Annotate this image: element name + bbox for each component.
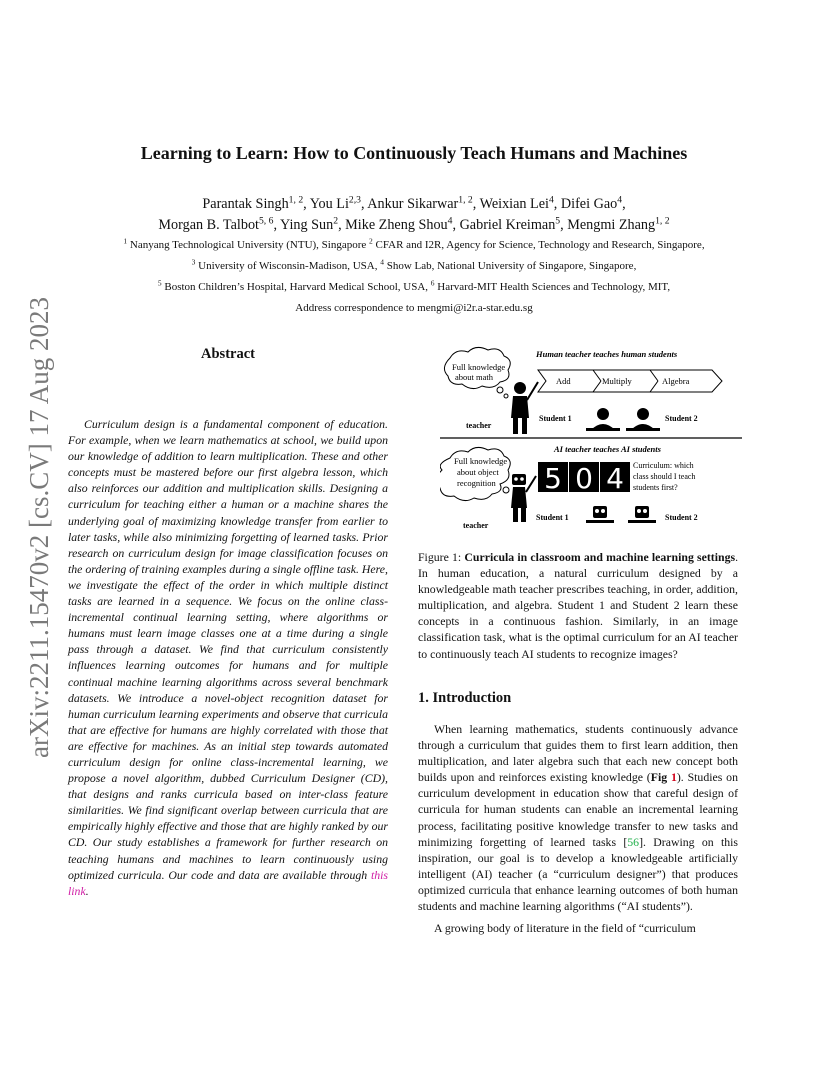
fig-student2-top: Student 2 <box>665 414 698 423</box>
arxiv-id: arXiv:2211.15470v2 [cs.CV] 17 Aug 2023 <box>24 297 54 758</box>
correspondence: Address correspondence to mengmi@i2r.a-star.edu.sg <box>295 302 533 314</box>
author-affiliation: 5 <box>555 215 561 227</box>
thought-bubble-top <box>444 347 510 398</box>
human-teacher-icon <box>511 382 538 434</box>
introduction-body <box>418 721 738 936</box>
author-name: You Li <box>309 196 349 212</box>
code-data-link[interactable]: this link <box>68 867 388 898</box>
author-affiliation: 1, 2 <box>458 194 473 206</box>
author-affiliation: 2,3 <box>348 194 361 206</box>
author-name: Mengmi Zhang <box>567 217 656 233</box>
svg-text:recognition: recognition <box>457 478 496 488</box>
svg-text:class should I teach: class should I teach <box>633 472 696 481</box>
intro-paragraph-2: A growing body of literature in the field of “curriculum <box>434 921 696 936</box>
fig-teacher-label-top: teacher <box>466 421 492 430</box>
digit-2: 0 <box>575 462 593 495</box>
svg-text:about math: about math <box>455 372 494 382</box>
step-algebra: Algebra <box>662 376 690 386</box>
citation-link[interactable]: 56 <box>627 834 640 849</box>
robot-teacher-icon <box>511 474 536 522</box>
digit-3: 4 <box>606 462 624 495</box>
robot-student-icons <box>586 506 656 523</box>
fig-student1-bottom: Student 1 <box>536 513 569 522</box>
author-affiliation: 4 <box>548 194 554 206</box>
author-name: Gabriel Kreiman <box>459 217 556 233</box>
affiliation-line-1: $^1$ Nanyang Technological University (NTU), Singapore $^2$ CFAR and I2R, Agency for Science, Technology and Research, Singapore, <box>123 236 705 251</box>
author-affiliation: 4 <box>447 215 453 227</box>
curriculum-question <box>633 461 695 492</box>
paper-title: Learning to Learn: How to Continuously Teach Humans and Machines <box>140 143 688 163</box>
author-affiliation: 5, 6 <box>258 215 274 227</box>
abstract-body: Curriculum design is a fundamental component of education. For example, when we learn mathematics at school, we build upon our knowledge of addition to learn multiplication. These and other concepts must be mastered before our first algebra lesson, which also reinforces our addition and multiplication skills. Designing a curriculum for teaching either a human or a machine shares the underlying goal of maximizing knowledge transfer from earlier to later tasks, while also minimizing forgetting of learned tasks. Prior research on curriculum design for image classification focuses on the ordering of training examples during a single offline task. Here, we investigate the effect of the order in which multiple distinct tasks are learned in a sequence. We focus on the online class-incremental continual learning setting, where algorithms or humans must learn image classes one at a time during a single pass through a dataset. We find that curriculum consistently influences learning outcomes for humans and for multiple continual machine learning algorithms across several benchmark datasets. We introduce a novel-object recognition dataset for human curriculum learning experiments and observe that curricula that are effective for humans are highly correlated with those that are effective for machines. As an initial step towards automated curriculum design for online class-incremental learning, we propose a novel algorithm, dubbed Curriculum Designer (CD), that designs and ranks curricula based on inter-class feature similarities. We find significant overlap between curricula that are empirically highly effective and those that are highly ranked by our CD. Our study establishes a framework for further research on teaching humans and machines to learn continuously using optimized curricula. Our code and data are available through this link. <box>68 417 388 898</box>
section-heading-introduction: 1. Introduction <box>418 690 512 706</box>
author-affiliation: 2 <box>333 215 339 227</box>
fig-top-title: Human teacher teaches human students <box>536 349 678 359</box>
fig-bottom-title: AI teacher teaches AI students <box>554 444 661 454</box>
mnist-digits <box>538 462 630 495</box>
author-name: Weixian Lei <box>479 196 549 212</box>
figure-ref-link[interactable]: 1 <box>670 770 677 785</box>
digit-1: 5 <box>544 462 562 495</box>
author-name: Ying Sun <box>280 217 334 233</box>
author-list: Parantak Singh$^{1, 2}$, You Li$^{2,3}$, Ankur Sikarwar$^{1, 2}$, Weixian Lei$^4$, Difei Gao$^4$, Morgan B. Talbot$^{5, 6}$, Ying Sun$^2$, Mike Zheng Shou$^4$, Gabriel Kreiman$^5$, Mengmi Zhang$^{1, 2}$ <box>158 194 670 233</box>
svg-text:students first?: students first? <box>633 483 678 492</box>
author-name: Morgan B. Talbot <box>158 217 259 233</box>
svg-text:Full knowledge: Full knowledge <box>454 456 508 466</box>
curriculum-arrow <box>538 370 722 392</box>
intro-paragraph-1: When learning mathematics, students continuously advance through a curriculum that guides them to first learn addition, then multiplication, and later algebra such that each new concept both builds upon and reinforces existing knowledge (Fig 1). Studies on curriculum development in education show that careful design of curricula for human students can enable an incremental learning process, facilitating positive knowledge transfer to new tasks and minimizing forgetting of learned tasks [56]. Drawing on this inspiration, our goal is to develop a knowledgeable artificially intelligent (AI) teacher (a “curriculum designer”) that produces optimized curricula that enhance learning outcomes of both human students and machine learning algorithms (“AI students”). <box>418 722 738 914</box>
fig-student1-top: Student 1 <box>539 414 572 423</box>
author-affiliation: 1, 2 <box>288 194 304 206</box>
affiliations <box>60 235 768 319</box>
fig-teacher-label-bottom: teacher <box>463 521 489 530</box>
step-add: Add <box>556 376 571 386</box>
figure-1 <box>440 340 742 538</box>
author-affiliation: 4 <box>617 194 623 206</box>
fig-student2-bottom: Student 2 <box>665 513 698 522</box>
author-affiliation: 1, 2 <box>655 215 670 227</box>
figure-1-caption: Figure 1: Curricula in classroom and machine learning settings. In human education, a natural curriculum designed by a knowledgeable math teacher prescribes teaching, in order, addition, multiplication, and algebra. Student 1 and Student 2 learn these concepts in a continuous fashion. Similarly, in an image classification task, what is the optimal curriculum for an AI teacher to continuously teach AI students to recognize images? <box>418 550 739 661</box>
svg-text:Full knowledge: Full knowledge <box>452 362 506 372</box>
author-name: Mike Zheng Shou <box>345 217 448 233</box>
abstract-heading: Abstract <box>201 346 255 362</box>
author-name: Difei Gao <box>560 196 618 212</box>
author-name: Ankur Sikarwar <box>367 196 459 212</box>
svg-text:Curriculum: which: Curriculum: which <box>633 461 694 470</box>
svg-text:about object: about object <box>457 467 499 477</box>
step-multiply: Multiply <box>602 376 632 386</box>
affiliation-line-2: $^3$ University of Wisconsin-Madison, USA, $^4$ Show Lab, National University of Singapore, Singapore, <box>191 257 637 272</box>
author-name: Parantak Singh <box>202 196 289 212</box>
affiliation-line-3: $^5$ Boston Children’s Hospital, Harvard Medical School, USA, $^6$ Harvard-MIT Health Sciences and Technology, MIT, <box>157 278 671 293</box>
human-student-icon <box>586 408 660 431</box>
thought-bubble-bottom <box>440 447 510 500</box>
